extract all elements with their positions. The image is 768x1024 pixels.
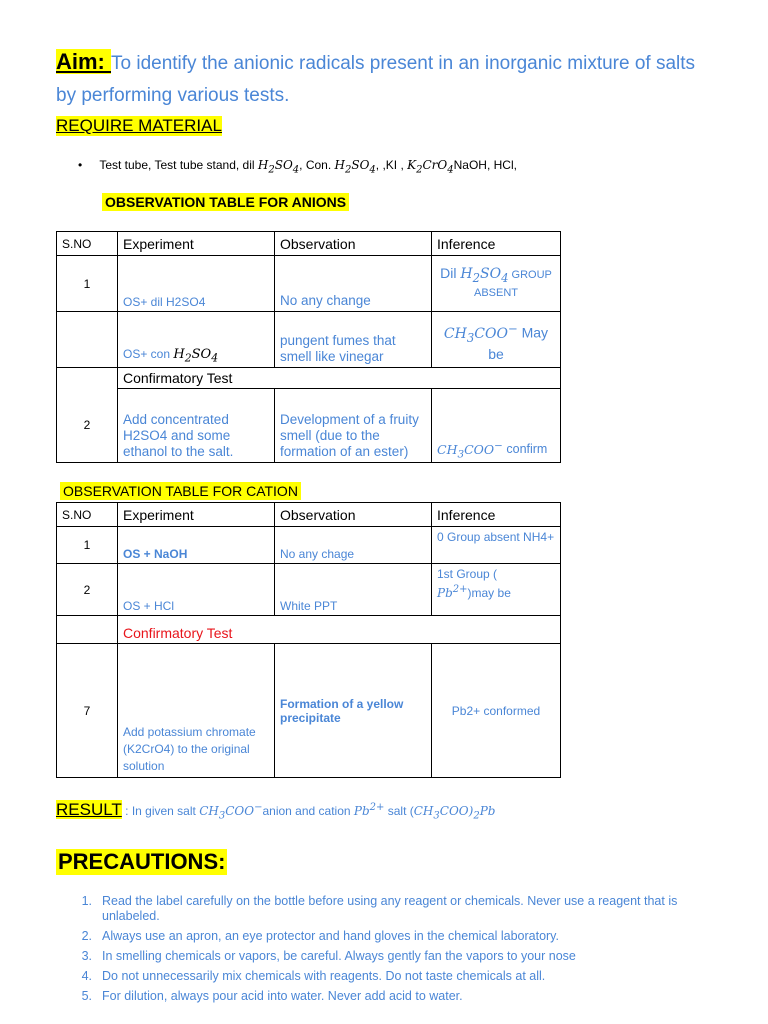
cell-inference: 0 Group absent NH4+ — [432, 527, 561, 564]
cell-sno: 7 — [57, 644, 118, 778]
list-item: 3. In smelling chemicals or vapors, be careful. Always gently fan the vapors to your nose — [81, 949, 576, 963]
cell-observation: No any change — [275, 256, 432, 312]
header-experiment: Experiment — [118, 503, 275, 527]
cell-observation: White PPT — [275, 564, 432, 616]
material-text-2: , Con. — [299, 158, 335, 172]
confirmatory-row — [57, 368, 561, 389]
precautions-title: PRECAUTIONS: — [58, 849, 226, 874]
material-text-4: NaOH, HCl, — [453, 158, 517, 172]
table-row — [57, 564, 561, 616]
required-material-title: REQUIRE MATERIAL — [56, 116, 222, 135]
header-observation: Observation — [275, 232, 432, 256]
precautions-list — [56, 894, 726, 1009]
cell-sno-empty — [57, 616, 118, 644]
cell-sno-empty — [57, 368, 118, 389]
cell-inference: $CH_3COO^-$ May be — [432, 312, 561, 368]
cell-inference: 1st Group ( $Pb^{2+})may$ be — [432, 564, 561, 616]
header-sno: S.NO — [57, 232, 118, 256]
aim-paragraph — [56, 46, 716, 112]
cell-experiment: OS+ dil H2SO4 — [118, 256, 275, 312]
material-text-3: , ,KI , — [375, 158, 408, 172]
formula-h2so4-con: $H_2SO_4$ — [334, 158, 376, 176]
list-item: 5. For dilution, always pour acid into water. Never add acid to water. — [81, 989, 463, 1003]
table-header-row — [57, 232, 561, 256]
cell-experiment: OS + HCl — [118, 564, 275, 616]
confirmatory-test-label: Confirmatory Test — [118, 616, 561, 644]
required-material-item — [78, 158, 517, 175]
material-text-1: Test tube, Test tube stand, dil — [99, 158, 258, 172]
confirmatory-row — [57, 616, 561, 644]
cell-experiment: Add concentrated H2SO4 and some ethanol to the salt. — [118, 389, 275, 463]
cation-observation-table — [56, 502, 561, 778]
cell-observation: Formation of a yellow precipitate — [275, 644, 432, 778]
cell-inference: $CH_3COO^-$ confirm — [432, 389, 561, 463]
result-label: RESULT — [56, 800, 122, 819]
cell-sno: 1 — [57, 256, 118, 312]
result-text: : In given salt $CH_3COO^-anion$ and cation $Pb^{2+}$ salt $(CH_3COO)_2Pb$ — [121, 802, 496, 822]
cell-sno-empty — [57, 312, 118, 368]
aim-text: To identify the anionic radicals present in an inorganic mixture of salts by performing various tests. — [56, 53, 696, 106]
aim-label: Aim: — [56, 49, 111, 74]
cation-table-title: OBSERVATION TABLE FOR CATION — [60, 482, 301, 500]
anion-table-title: OBSERVATION TABLE FOR ANIONS — [102, 193, 349, 211]
table-row — [57, 389, 561, 463]
cell-experiment: OS + NaOH — [118, 527, 275, 564]
cell-observation: No any chage — [275, 527, 432, 564]
table-row — [57, 312, 561, 368]
table-header-row — [57, 503, 561, 527]
formula-h2so4-dil: $H_2SO_4$ — [257, 158, 300, 176]
header-experiment: Experiment — [118, 232, 275, 256]
cell-sno: 2 — [57, 389, 118, 463]
cell-sno: 1 — [57, 527, 118, 564]
list-item: 2. Always use an apron, an eye protector and hand gloves in the chemical laboratory. — [81, 929, 559, 943]
result-line — [56, 800, 495, 821]
list-item: 1. Read the label carefully on the bottle before using any reagent or chemicals. Never use a reagent that is unlabeled. — [81, 894, 678, 923]
header-inference: Inference — [432, 503, 561, 527]
header-sno: S.NO — [57, 503, 118, 527]
cell-inference: Pb2+ conformed — [432, 644, 561, 778]
list-item: 4. Do not unnecessarily mix chemicals with reagents. Do not taste chemicals at all. — [81, 969, 546, 983]
header-observation: Observation — [275, 503, 432, 527]
cell-inference: Dil $H_2SO_4$ GROUP ABSENT — [432, 256, 561, 312]
table-row — [57, 644, 561, 778]
cell-sno: 2 — [57, 564, 118, 616]
cell-experiment: OS+ con $H_2SO_4$ — [118, 312, 275, 368]
bullet-icon: • — [78, 158, 83, 172]
header-inference: Inference — [432, 232, 561, 256]
cell-observation: Development of a fruity smell (due to the formation of an ester) — [275, 389, 432, 463]
formula-k2cro4: $K_2CrO_4$ — [407, 158, 454, 176]
anion-observation-table — [56, 231, 561, 463]
confirmatory-test-label: Confirmatory Test — [118, 368, 561, 389]
table-row — [57, 256, 561, 312]
cell-observation: pungent fumes that smell like vinegar — [275, 312, 432, 368]
cell-experiment: Add potassium chromate (K2CrO4) to the original solution — [118, 644, 275, 778]
table-row — [57, 527, 561, 564]
